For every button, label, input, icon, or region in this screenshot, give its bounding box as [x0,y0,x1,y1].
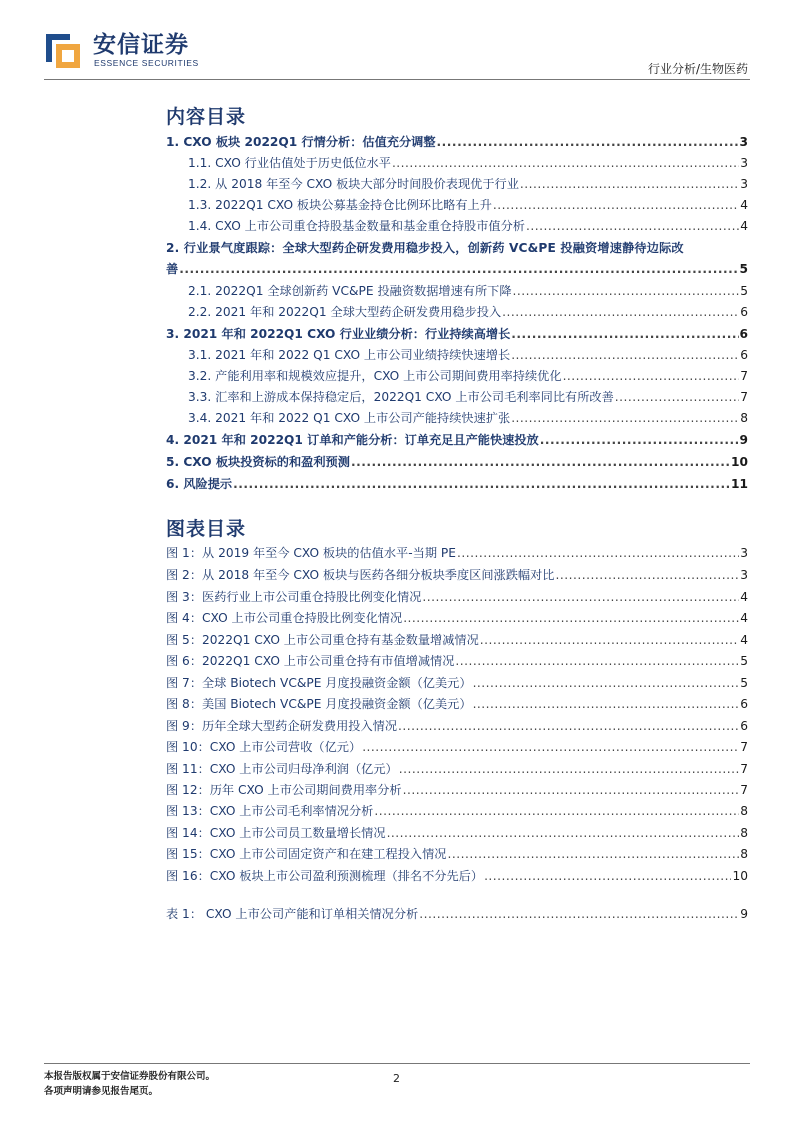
figure-entry-text: 图 11：CXO 上市公司归母净利润（亿元） [166,762,398,776]
figure-entry-text: 图 4：CXO 上市公司重仓持股比例变化情况 [166,611,403,625]
header-divider [44,79,750,80]
toc-entry[interactable] [188,218,748,234]
toc-entry-page: 6 [740,305,748,319]
toc-entry-text: 1. CXO 板块 2022Q1 行情分析：估值充分调整 [166,135,436,149]
leader-dots [615,389,739,405]
table-entry[interactable] [166,906,748,922]
toc-entry-page: 10 [731,455,748,469]
toc-entry[interactable] [166,454,748,470]
leader-dots [398,718,739,734]
figure-entry-page: 8 [740,847,748,861]
toc-entry-page: 6 [739,327,748,341]
leader-dots [437,134,739,150]
leader-dots [502,304,739,320]
figure-entry-page: 7 [740,762,748,776]
leader-dots [563,368,740,384]
table-entry-text: 表 1： CXO 上市公司产能和订单相关情况分析 [166,907,419,921]
figure-entry[interactable] [166,803,748,819]
toc-entry-page: 3 [740,177,748,191]
toc-entry-text: 3.3. 汇率和上游成本保持稳定后，2022Q1 CXO 上市公司毛利率同比有所改善 [188,390,614,404]
figure-entry[interactable] [166,868,748,884]
figure-entry[interactable] [166,632,748,648]
toc-entry-text: 3.4. 2021 年和 2022 Q1 CXO 上市公司产能持续快速扩张 [188,411,511,425]
leader-dots [526,218,739,234]
figure-entry-text: 图 2：从 2018 年至今 CXO 板块与医药各细分板块季度区间涨跌幅对比 [166,568,555,582]
leader-dots [392,155,739,171]
toc-entry-text: 4. 2021 年和 2022Q1 订单和产能分析：订单充足且产能快速投放 [166,433,539,447]
leader-dots [419,906,739,922]
figure-entry[interactable] [166,739,748,755]
toc-entry-text: 1.4. CXO 上市公司重仓持股基金数量和基金重仓持股市值分析 [188,219,525,233]
figure-entry-text: 图 5：2022Q1 CXO 上市公司重仓持有基金数量增减情况 [166,633,479,647]
leader-dots [480,632,739,648]
toc-entry-text: 3.1. 2021 年和 2022 Q1 CXO 上市公司业绩持续快速增长 [188,348,511,362]
figure-entry[interactable] [166,567,748,583]
toc-entry-page: 7 [740,390,748,404]
leader-dots [399,761,739,777]
leader-dots [455,653,739,669]
figure-entry-text: 图 3：医药行业上市公司重仓持股比例变化情况 [166,590,422,604]
leader-dots [403,610,739,626]
toc-entry-page: 3 [739,135,748,149]
toc-entry-page: 5 [740,284,748,298]
leader-dots [233,476,730,492]
toc-entry[interactable] [188,176,748,192]
essence-logo-icon [44,28,82,68]
toc-entry-page: 4 [740,219,748,233]
figure-entry-page: 10 [732,869,748,883]
leader-dots [473,696,740,712]
toc-entry-text: 3.2. 产能利用率和规模效应提升，CXO 上市公司期间费用率持续优化 [188,369,562,383]
figure-entry[interactable] [166,696,748,712]
figure-entry-text: 图 10：CXO 上市公司营收（亿元） [166,740,362,754]
footer-divider [44,1063,750,1064]
toc-entry[interactable] [188,410,748,426]
leader-dots [473,675,740,691]
figure-entry[interactable] [166,846,748,862]
toc-entry-page: 7 [740,369,748,383]
leader-dots [422,589,739,605]
figure-entry-text: 图 8：美国 Biotech VC&PE 月度投融资金额（亿美元） [166,697,472,711]
figure-entry-page: 5 [740,654,748,668]
figure-entry-text: 图 15：CXO 上市公司固定资产和在建工程投入情况 [166,847,447,861]
toc-entry[interactable] [166,476,748,492]
toc-entry[interactable] [166,326,748,342]
figure-entry-text: 图 7：全球 Biotech VC&PE 月度投融资金额（亿美元） [166,676,472,690]
toc-entry-text: 善 [166,262,179,276]
toc-title: 内容目录 [166,106,247,128]
toc-entry-page: 4 [740,198,748,212]
toc-entry-text: 2.1. 2022Q1 全球创新药 VC&PE 投融资数据增速有所下降 [188,284,512,298]
toc-entry-page: 11 [731,477,748,491]
figure-entry-page: 7 [740,783,748,797]
figure-entry-text: 图 13：CXO 上市公司毛利率情况分析 [166,804,374,818]
toc-entry[interactable] [188,155,748,171]
figure-entry-page: 6 [740,697,748,711]
figure-entry-page: 4 [740,633,748,647]
leader-dots [362,739,739,755]
toc-entry[interactable] [166,261,748,277]
report-category: 行业分析/生物医药 [647,62,748,76]
toc-entry-page: 9 [739,433,748,447]
leader-dots [351,454,730,470]
figure-entry-text: 图 6：2022Q1 CXO 上市公司重仓持有市值增减情况 [166,654,455,668]
toc-entry-text: 1.1. CXO 行业估值处于历史低位水平 [188,156,391,170]
toc-entry-text: 2.2. 2021 年和 2022Q1 全球大型药企研发费用稳步投入 [188,305,502,319]
toc-entry-text: 3. 2021 年和 2022Q1 CXO 行业业绩分析：行业持续高增长 [166,327,511,341]
figure-entry-page: 8 [740,826,748,840]
figure-entry-page: 5 [740,676,748,690]
logo-chinese-name: 安信证券 [93,32,189,58]
disclaimer-note: 各项声明请参见报告尾页。 [44,1086,159,1097]
leader-dots [511,410,739,426]
toc-entry[interactable] [188,304,748,320]
figure-entry-page: 8 [740,804,748,818]
leader-dots [511,326,738,342]
leader-dots [520,176,739,192]
figure-entry[interactable] [166,589,748,605]
leader-dots [513,283,740,299]
leader-dots [403,782,740,798]
leader-dots [484,868,731,884]
figure-entry-text: 图 1：从 2019 年至今 CXO 板块的估值水平-当期 PE [166,546,456,560]
toc-entry-page: 5 [739,262,748,276]
toc-entry-text: 1.3. 2022Q1 CXO 板块公募基金持仓比例环比略有上升 [188,198,492,212]
figure-entry-page: 4 [740,611,748,625]
leader-dots [387,825,740,841]
leader-dots [540,432,739,448]
toc-entry-page: 3 [740,156,748,170]
toc-entry[interactable] [188,283,748,299]
leader-dots [374,803,739,819]
figure-entry-text: 图 14：CXO 上市公司员工数量增长情况 [166,826,386,840]
leader-dots [511,347,739,363]
leader-dots [457,545,739,561]
page-number: 2 [393,1072,400,1085]
toc-entry-text: 1.2. 从 2018 年至今 CXO 板块大部分时间股价表现优于行业 [188,177,519,191]
leader-dots [556,567,740,583]
figure-entry-page: 7 [740,740,748,754]
figure-entry[interactable] [166,653,748,669]
figure-entry[interactable] [166,675,748,691]
toc-entry-text: 6. 风险提示 [166,477,233,491]
toc-entry[interactable] [188,389,748,405]
figure-entry[interactable] [166,825,748,841]
copyright-note: 本报告版权属于安信证券股份有限公司。 [44,1071,216,1082]
toc-entry-page: 6 [740,348,748,362]
leader-dots [179,261,738,277]
logo-english-name: ESSENCE SECURITIES [94,58,199,68]
figures-title: 图表目录 [166,518,247,540]
figure-entry-page: 6 [740,719,748,733]
toc-entry[interactable] [188,368,748,384]
leader-dots [448,846,740,862]
table-entry-page: 9 [740,907,748,921]
figure-entry-text: 图 12：历年 CXO 上市公司期间费用率分析 [166,783,402,797]
toc-entry-text: 5. CXO 板块投资标的和盈利预测 [166,455,350,469]
toc-entry-wrapped-line[interactable]: 2. 行业景气度跟踪：全球大型药企研发费用稳步投入，创新药 VC&PE 投融资增速静待边际改 [166,241,684,255]
toc-entry[interactable] [188,197,748,213]
figure-entry[interactable] [166,761,748,777]
figure-entry-page: 3 [740,568,748,582]
figure-entry-text: 图 9：历年全球大型药企研发费用投入情况 [166,719,398,733]
figure-entry[interactable] [166,610,748,626]
leader-dots [493,197,739,213]
figure-entry-text: 图 16：CXO 板块上市公司盈利预测梳理（排名不分先后） [166,869,484,883]
figure-entry[interactable] [166,718,748,734]
figure-entry-page: 4 [740,590,748,604]
figure-entry[interactable] [166,782,748,798]
figure-entry-page: 3 [740,546,748,560]
toc-entry[interactable] [166,432,748,448]
figure-entry[interactable] [166,545,748,561]
toc-entry-page: 8 [740,411,748,425]
toc-entry[interactable] [166,134,748,150]
toc-entry[interactable] [188,347,748,363]
